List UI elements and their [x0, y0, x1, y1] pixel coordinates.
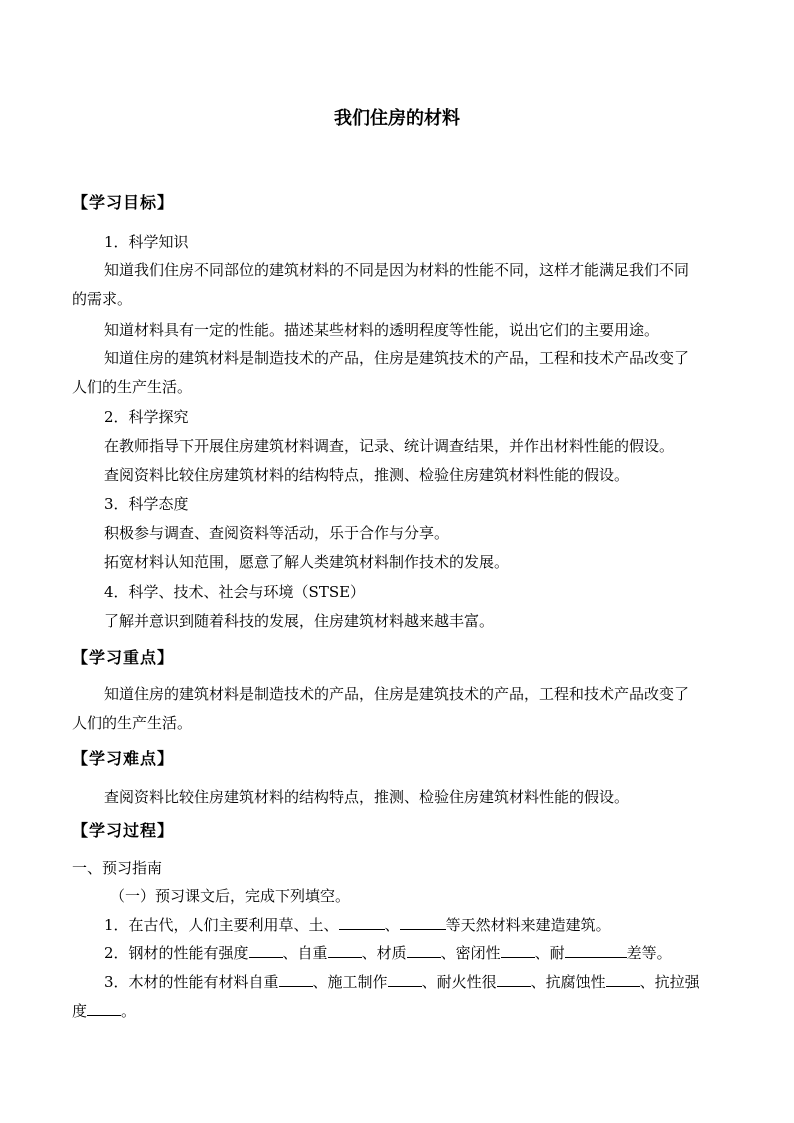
question-1: 1．在古代，人们主要利用草、土、 、 等天然材料来建造建筑。 [104, 916, 611, 934]
goal-stse-text-1: 了解并意识到随着科技的发展，住房建筑材料越来越丰富。 [104, 612, 495, 630]
goal-inquiry-title: 2．科学探究 [104, 408, 189, 426]
fill-blank[interactable] [497, 971, 531, 987]
goal-inquiry-text-2: 查阅资料比较住房建筑材料的结构特点，推测、检验住房建筑材料性能的假设。 [104, 466, 630, 484]
fill-blank[interactable] [565, 942, 627, 958]
difficulties-text: 查阅资料比较住房建筑材料的结构特点，推测、检验住房建筑材料性能的假设。 [104, 788, 630, 806]
heading-learning-goals: 【学习目标】 [72, 193, 175, 212]
key-points-text-a: 知道住房的建筑材料是制造技术的产品，住房是建筑技术的产品，工程和技术产品改变了 [104, 685, 690, 703]
process-part-1-title: 一、预习指南 [72, 859, 163, 877]
fill-blank[interactable] [339, 914, 385, 930]
fill-blank[interactable] [279, 971, 313, 987]
goal-attitude-title: 3．科学态度 [104, 495, 189, 513]
key-points-text-b: 人们的生产生活。 [72, 714, 193, 732]
fill-blank[interactable] [501, 942, 535, 958]
question-3-continued: 度 。 [72, 1002, 137, 1020]
fill-blank[interactable] [407, 942, 441, 958]
goal-stse-title: 4．科学、技术、社会与环境（STSE） [104, 583, 366, 601]
fill-blank[interactable] [249, 942, 283, 958]
goal-knowledge-text-2: 知道材料具有一定的性能。描述某些材料的透明程度等性能，说出它们的主要用途。 [104, 321, 660, 339]
fill-blank[interactable] [328, 942, 362, 958]
fill-blank[interactable] [388, 971, 422, 987]
heading-difficulties: 【学习难点】 [72, 749, 175, 768]
heading-key-points: 【学习重点】 [72, 648, 175, 667]
fill-blank[interactable] [400, 914, 446, 930]
process-subsection-1: （一）预习课文后，完成下列填空。 [110, 887, 351, 905]
question-2: 2．钢材的性能有强度 、自重 、材质 、密闭性 、耐 差等。 [104, 944, 672, 962]
goal-attitude-text-1: 积极参与调查、查阅资料等活动，乐于合作与分享。 [104, 524, 450, 542]
fill-blank[interactable] [606, 971, 640, 987]
goal-inquiry-text-1: 在教师指导下开展住房建筑材料调查，记录、统计调查结果，并作出材料性能的假设。 [104, 437, 675, 455]
goal-knowledge-text-3b: 人们的生产生活。 [72, 378, 193, 396]
goal-knowledge-title: 1．科学知识 [104, 233, 189, 251]
goal-attitude-text-2: 拓宽材料认知范围，愿意了解人类建筑材料制作技术的发展。 [104, 553, 510, 571]
heading-learning-process: 【学习过程】 [72, 821, 175, 840]
goal-knowledge-text-1a: 知道我们住房不同部位的建筑材料的不同是因为材料的性能不同，这样才能满足我们不同 [104, 261, 690, 279]
goal-knowledge-text-1b: 的需求。 [72, 290, 133, 308]
fill-blank[interactable] [87, 1000, 121, 1016]
document-title: 我们住房的材料 [334, 108, 460, 129]
question-3: 3．木材的性能有材料自重 、施工制作 、耐火性很 、抗腐蚀性 、抗拉强 [104, 973, 700, 991]
goal-knowledge-text-3a: 知道住房的建筑材料是制造技术的产品，住房是建筑技术的产品，工程和技术产品改变了 [104, 349, 690, 367]
